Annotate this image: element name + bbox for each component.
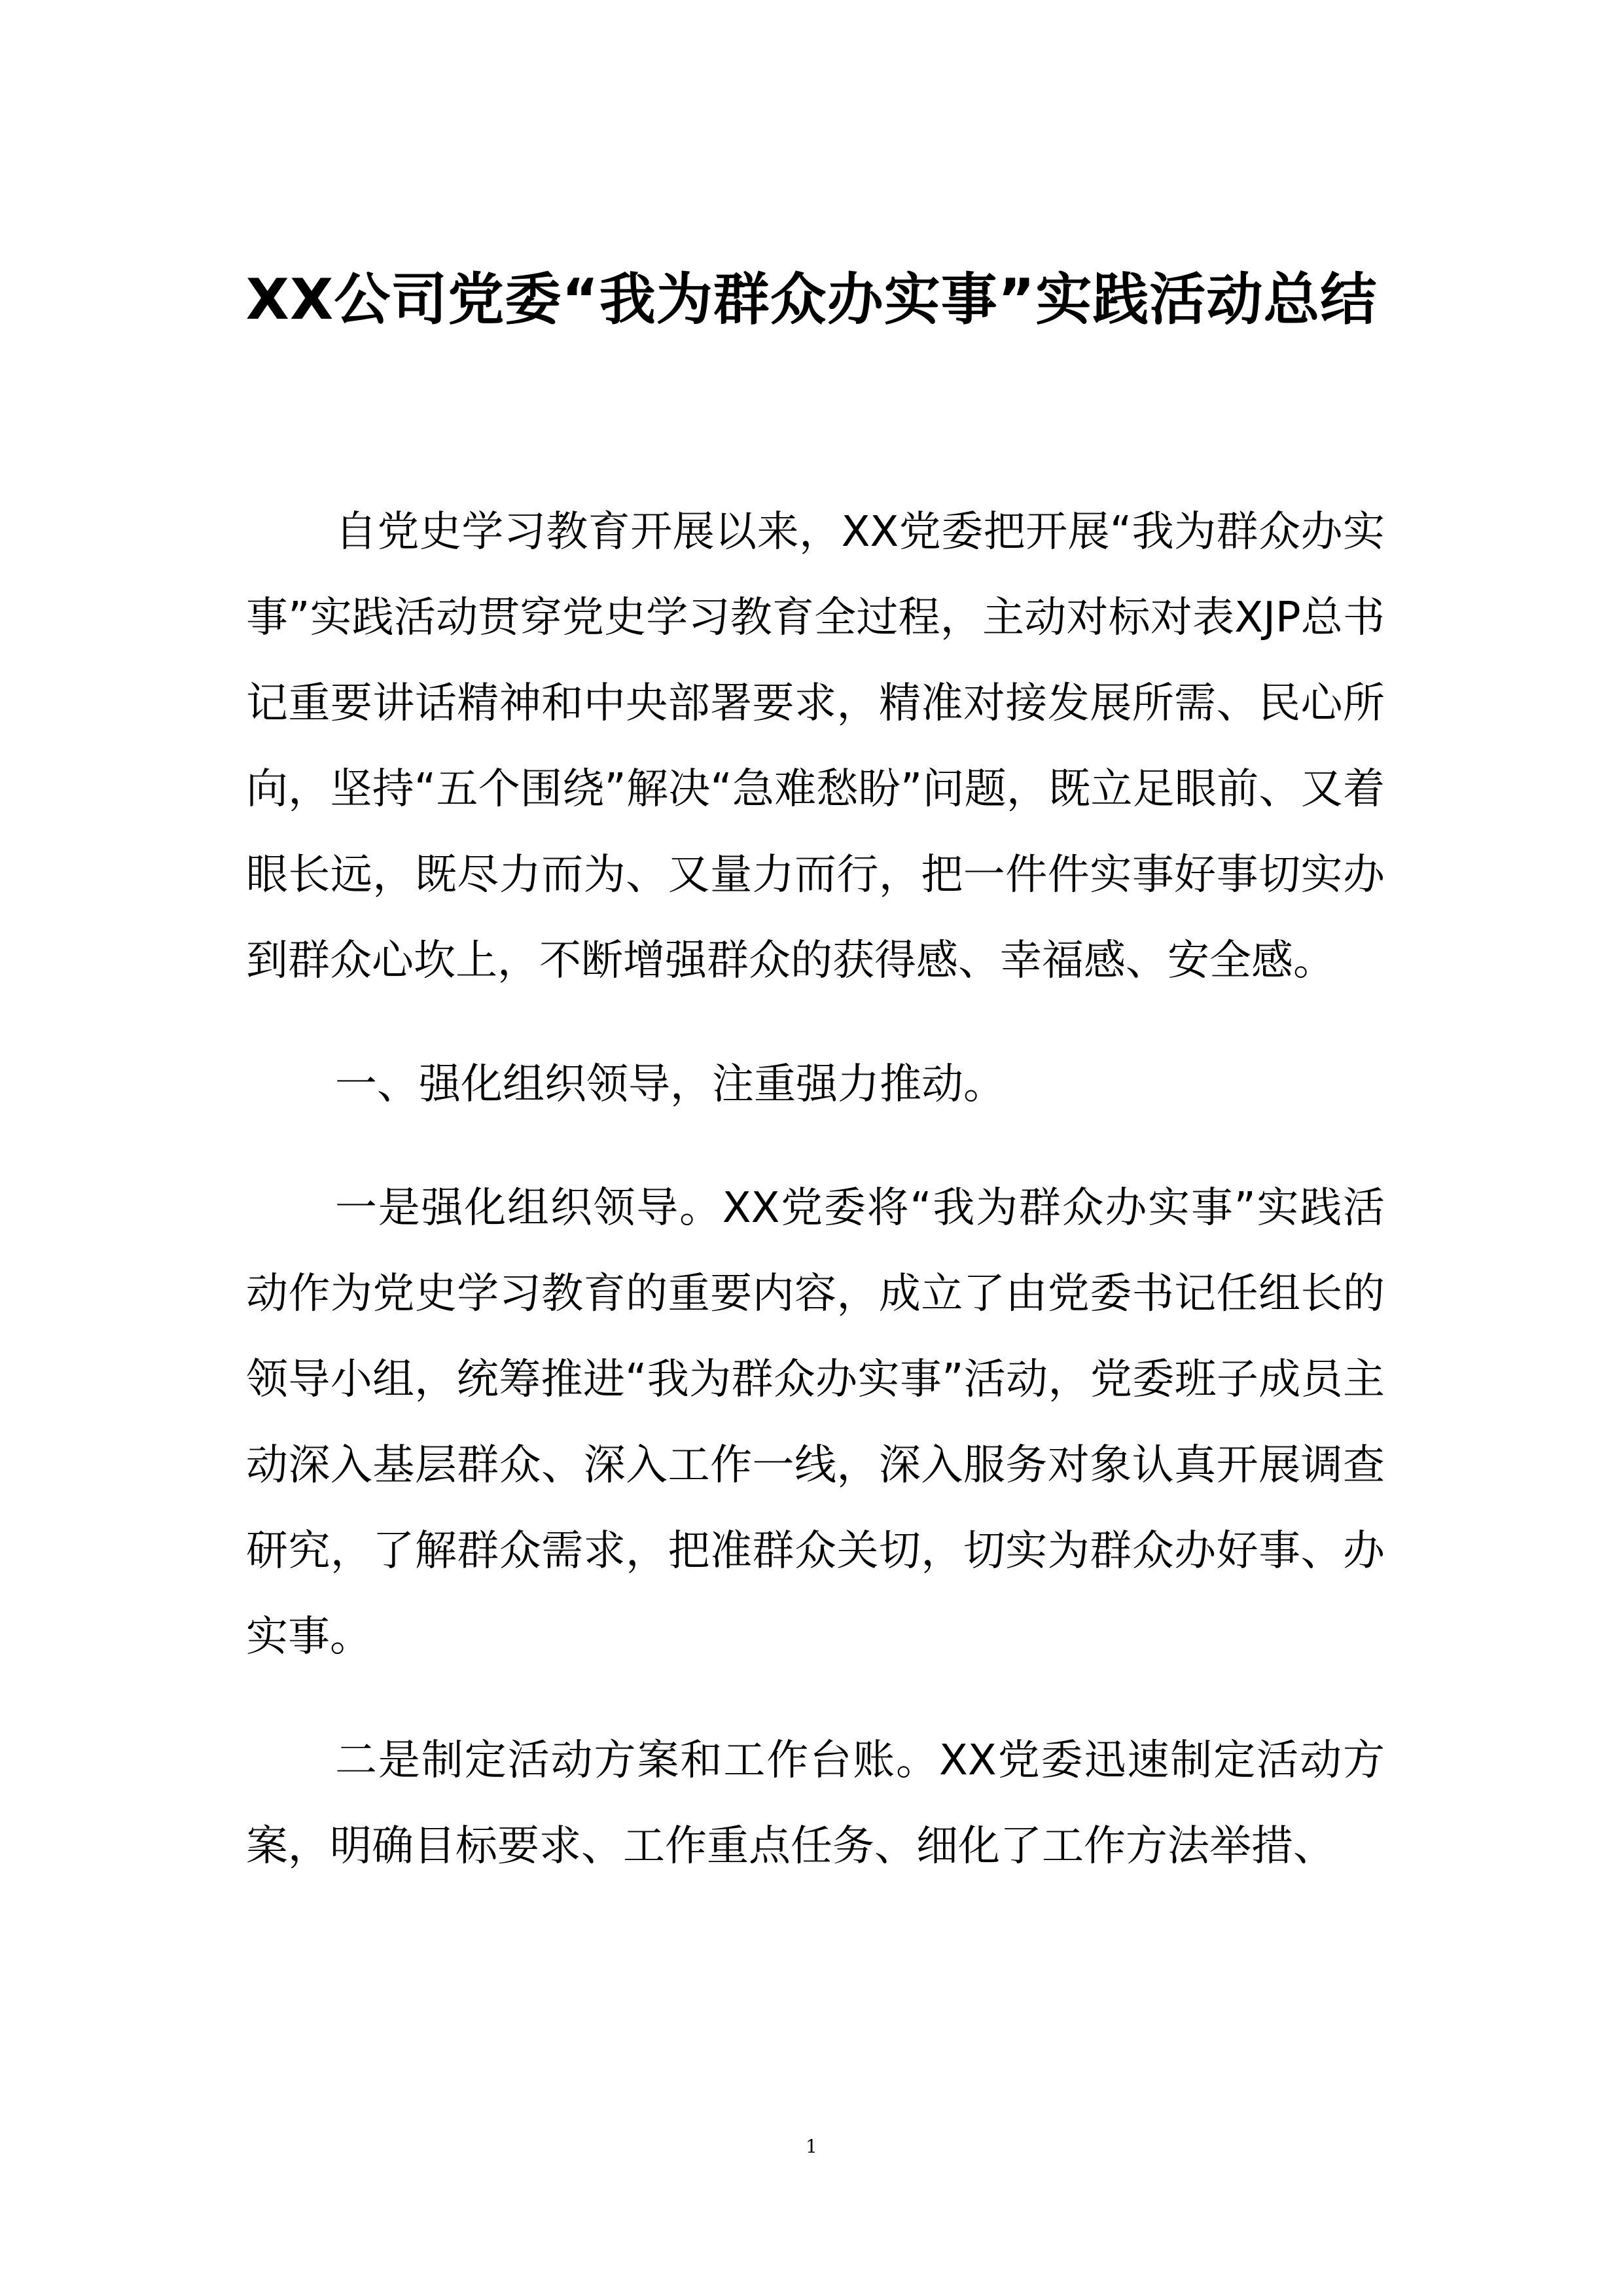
paragraph-point-1: 一是强化组织领导。XX党委将“我为群众办实事”实践活动作为党史学习教育的重要内容，成立了由党委书记任组长的领导小组，统筹推进“我为群众办实事”活动，党委班子成员主动深入基层群众、深入工作一线，深入服务对象认真开展调查研究，了解群众需求，把准群众关切，切实为群众办好事、办实事。: [246, 1184, 1385, 1661]
paragraph-point-2: 二是制定活动方案和工作台账。XX党委迅速制定活动方案，明确目标要求、工作重点任务、细化了工作方法举措、: [246, 1736, 1385, 1871]
document-body: [246, 490, 1385, 1890]
document-title: XX公司党委“我为群众办实事”实践活动总结: [245, 267, 1378, 332]
paragraph-intro: 自党史学习教育开展以来，XX党委把开展“我为群众办实事”实践活动贯穿党史学习教育全过程，主动对标对表XJP总书记重要讲话精神和中央部署要求，精准对接发展所需、民心所向，坚持“五个围绕”解决“急难愁盼”问题，既立足眼前、又着眼长远，既尽力而为、又量力而行，把一件件实事好事切实办到群众心坎上，不断增强群众的获得感、幸福感、安全感。: [246, 508, 1385, 985]
page-number: 1: [806, 2136, 817, 2157]
section-heading-1: 一、强化组织领导，注重强力推动。: [335, 1060, 1005, 1109]
